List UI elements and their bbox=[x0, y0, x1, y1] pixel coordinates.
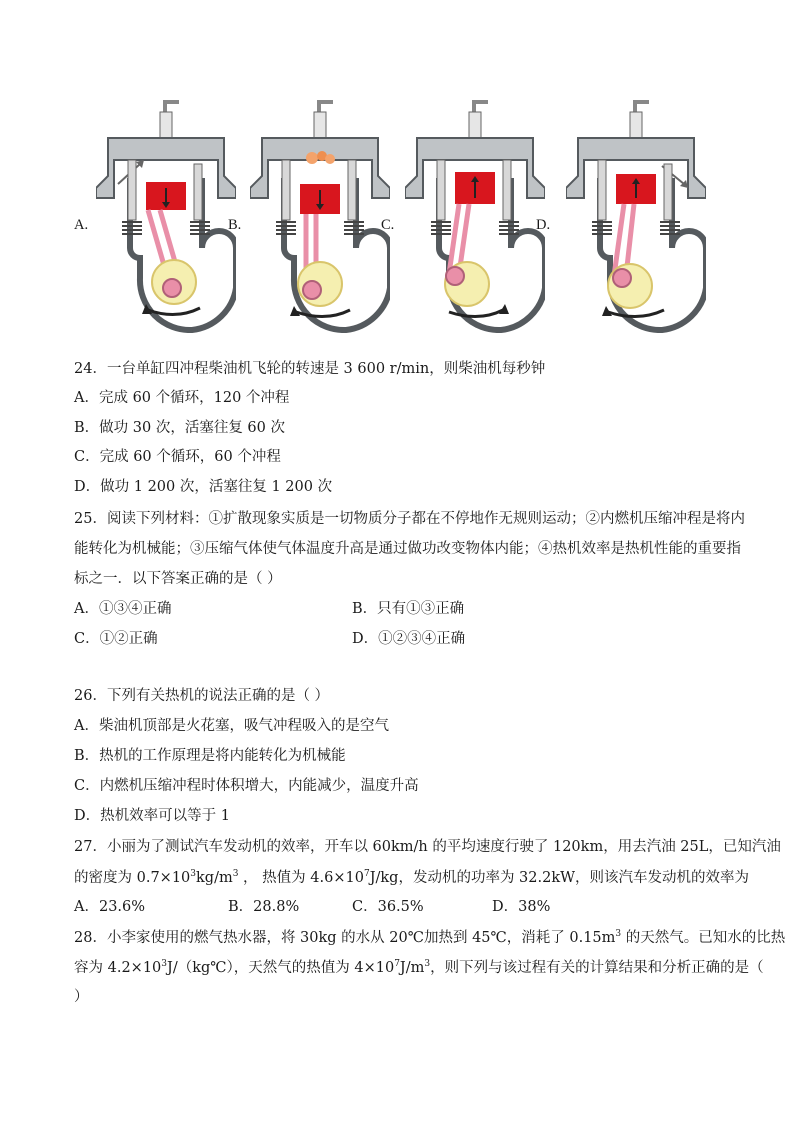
engine-diagram-b bbox=[250, 98, 390, 333]
q27-option-b: B．28.8% bbox=[228, 899, 300, 915]
spark-plug-icon bbox=[630, 100, 649, 140]
figure-label-b: B. bbox=[228, 217, 242, 233]
spark-plug-icon bbox=[469, 100, 488, 140]
q27-stem-line-2: 的密度为 $0.7\times 10^3kg/m^3$ ， 热值为 $4.6\times 10^7J/kg$，发动机的功率为 32.2kW，则该汽车发动机的效率为 bbox=[74, 869, 750, 886]
q24-stem: 24．一台单缸四冲程柴油机飞轮的转速是 3 600 r/min，则柴油机每秒钟 bbox=[74, 361, 546, 377]
q26-stem: 26．下列有关热机的说法正确的是（ ） bbox=[74, 688, 330, 704]
q26-option-b: B．热机的工作原理是将内能转化为机械能 bbox=[74, 748, 346, 764]
engine-diagram-c bbox=[405, 98, 545, 333]
engine-diagram-a bbox=[96, 98, 236, 333]
q27-option-d: D．38% bbox=[492, 899, 551, 915]
q25-stem-line-1: 25．阅读下列材料：①扩散现象实质是一切物质分子都在不停地作无规则运动；②内燃机压缩冲程是将内 bbox=[74, 511, 745, 527]
figure-label-d: D. bbox=[536, 217, 551, 233]
q28-stem-line-1: 28．小李家使用的燃气热水器，将 30kg 的水从 20℃加热到 45℃，消耗了 $0.15m^3$ 的天然气。已知水的比热 bbox=[74, 929, 786, 946]
q28-stem-line-3: ） bbox=[74, 989, 89, 1005]
q25-stem-line-3: 标之一．以下答案正确的是（ ） bbox=[74, 571, 282, 587]
q25-stem-line-2: 能转化为机械能；③压缩气体使气体温度升高是通过做功改变物体内能；④热机效率是热机性能的重要指 bbox=[74, 541, 741, 557]
q24-option-a: A．完成 60 个循环，120 个冲程 bbox=[74, 390, 290, 406]
q26-option-d: D．热机效率可以等于 1 bbox=[74, 808, 230, 824]
q25-option-d: D．①②③④正确 bbox=[352, 631, 466, 647]
figure-label-a: A. bbox=[74, 217, 89, 233]
q26-option-a: A．柴油机顶部是火花塞，吸气冲程吸入的是空气 bbox=[74, 718, 389, 734]
q26-option-c: C．内燃机压缩冲程时体积增大，内能减少，温度升高 bbox=[74, 778, 419, 794]
spark-plug-icon bbox=[160, 100, 179, 140]
q25-option-a: A．①③④正确 bbox=[74, 601, 172, 617]
q28-stem-line-2: 容为 $4.2\times 10^3J/(kg℃)$，天然气的热值为 $4\times 10^7J/m^3$，则下列与该过程有关的计算结果和分析正确的是（ bbox=[74, 959, 764, 976]
figure-label-c: C. bbox=[381, 217, 395, 233]
q27-option-c: C．36.5% bbox=[352, 899, 424, 915]
q24-option-b: B．做功 30 次，活塞往复 60 次 bbox=[74, 420, 285, 436]
q24-option-d: D．做功 1 200 次，活塞往复 1 200 次 bbox=[74, 479, 333, 495]
engine-diagram-d bbox=[566, 98, 706, 333]
q27-stem-line-1: 27．小丽为了测试汽车发动机的效率，开车以 60km/h 的平均速度行驶了 120km，用去汽油 25L，已知汽油 bbox=[74, 839, 781, 855]
q25-option-b: B．只有①③正确 bbox=[352, 601, 465, 617]
q24-option-c: C．完成 60 个循环，60 个冲程 bbox=[74, 449, 281, 465]
q27-option-a: A．23.6% bbox=[74, 899, 146, 915]
spark-plug-icon bbox=[314, 100, 333, 140]
q25-option-c: C．①②正确 bbox=[74, 631, 158, 647]
